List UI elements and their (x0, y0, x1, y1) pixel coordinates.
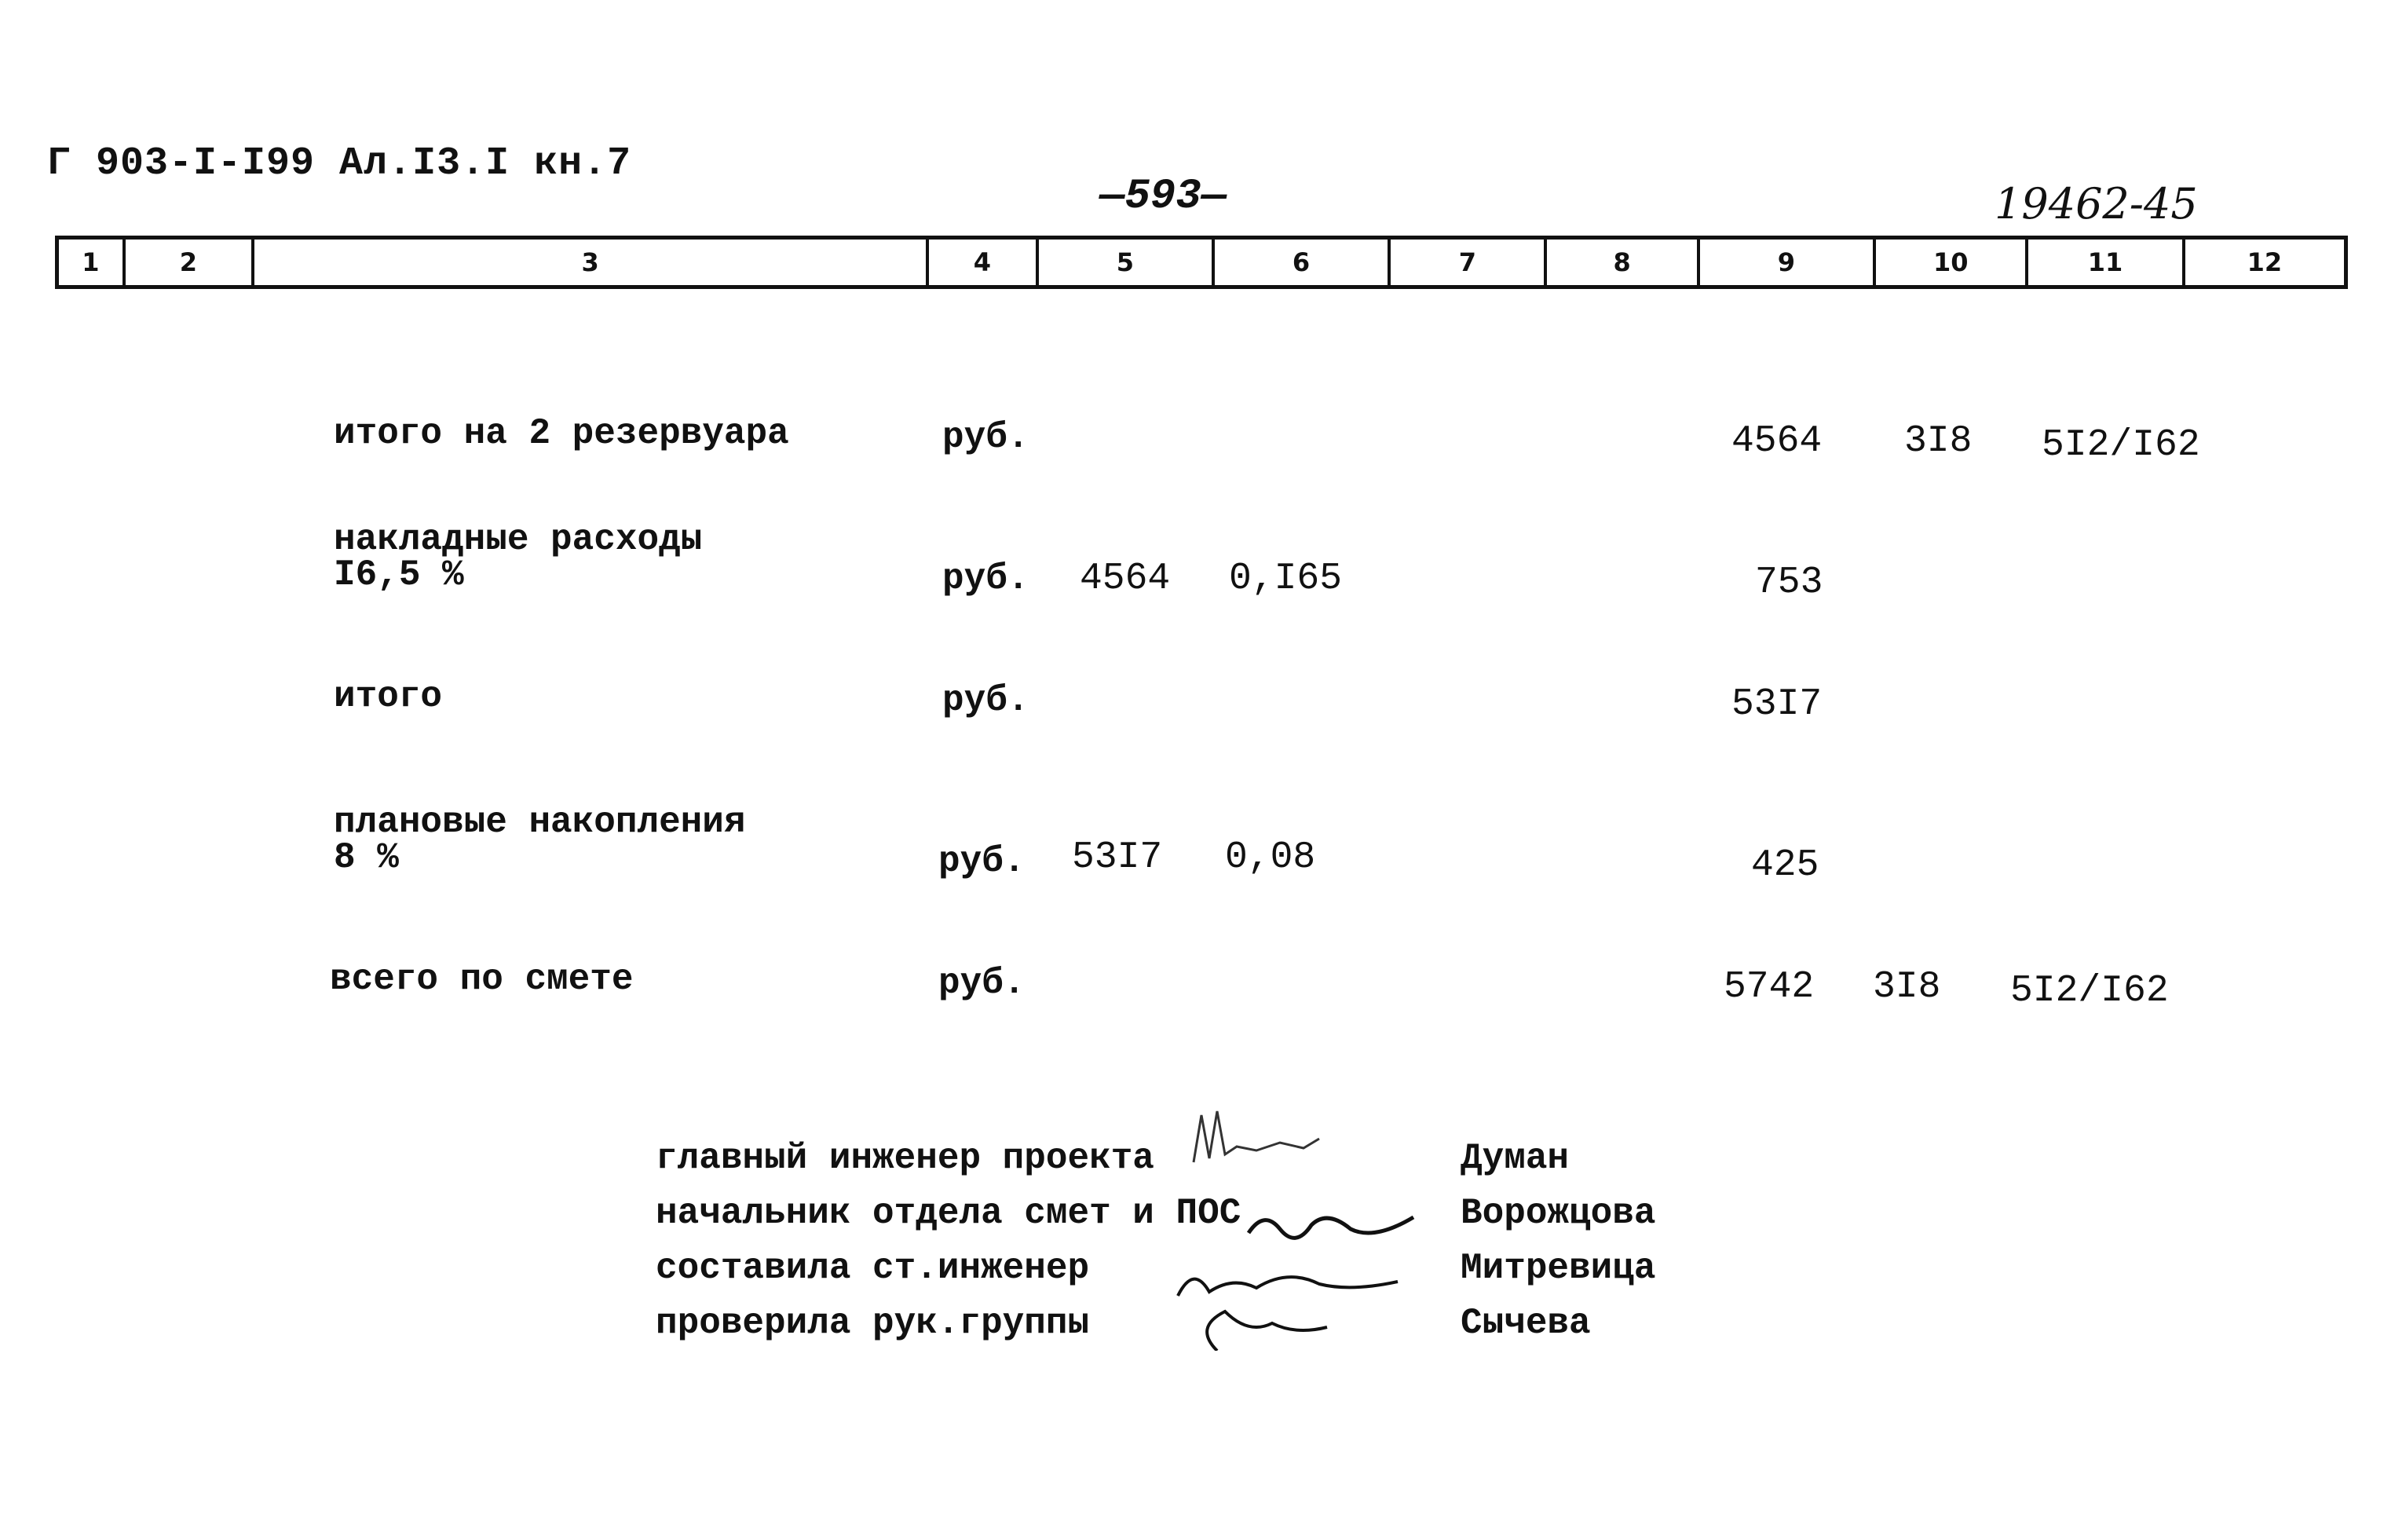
unit-cell: руб. (938, 963, 1026, 1004)
row-label: итого на 2 резервуара (334, 413, 789, 454)
name-duman: Думан (1461, 1138, 1570, 1179)
signature-scribbles (1162, 1099, 1492, 1351)
column-header: 4 (929, 240, 1039, 285)
cell-col6: 0,I65 (1229, 558, 1343, 600)
cell-col9: 753 (1755, 561, 1823, 604)
cell-col9: 4564 (1731, 420, 1823, 463)
page-number: —593— (1099, 173, 1227, 221)
row-label: накладные расходы (334, 519, 703, 560)
column-header: 3 (254, 240, 929, 285)
signatory-names (1461, 1131, 1655, 1351)
row-label: плановые накопления (334, 802, 746, 843)
cell-col9: 5742 (1724, 966, 1815, 1008)
role-department-head: начальник отдела смет и ПОС (656, 1193, 1241, 1234)
unit-cell: руб. (942, 680, 1029, 721)
column-header: 7 (1391, 240, 1547, 285)
cell-col9: 53I7 (1731, 683, 1823, 726)
cell-col10: 3I8 (1904, 420, 1973, 463)
cell-col5: 4564 (1080, 558, 1171, 600)
cell-col6: 0,08 (1225, 836, 1316, 879)
column-header: 8 (1547, 240, 1699, 285)
name-mitrevitsa: Митревица (1461, 1248, 1656, 1289)
column-header: 12 (2247, 247, 2283, 277)
role-checker: проверила рук.группы (656, 1303, 1090, 1344)
cell-col5: 53I7 (1072, 836, 1163, 879)
row-label-percent: I6,5 % (334, 554, 464, 595)
column-header: 11 (2028, 240, 2185, 285)
handwritten-number: 19462-45 (1995, 179, 2198, 229)
column-header: 1 (59, 240, 126, 285)
cell-col11: 5I2/I62 (2042, 424, 2200, 466)
cell-col9: 425 (1751, 844, 1819, 887)
unit-cell: руб. (942, 417, 1029, 458)
name-vorozhtsova: Ворожцова (1461, 1193, 1656, 1234)
column-header: 9 (1700, 240, 1876, 285)
row-label-percent: 8 % (334, 837, 399, 878)
column-header-row (55, 236, 2348, 289)
column-header: 6 (1215, 240, 1391, 285)
document-code: Г 903-I-I99 Ал.I3.I кн.7 (47, 141, 632, 186)
column-header: 5 (1039, 240, 1215, 285)
row-label: итого (334, 676, 443, 717)
unit-cell: руб. (942, 558, 1029, 599)
name-sycheva: Сычева (1461, 1303, 1591, 1344)
signature-roles (656, 1131, 1241, 1351)
role-compiler: составила ст.инженер (656, 1248, 1090, 1289)
column-header: 10 (1876, 240, 2028, 285)
role-chief-engineer: главный инженер проекта (656, 1138, 1154, 1179)
row-label: всего по смете (330, 959, 634, 1000)
column-header: 2 (126, 240, 254, 285)
unit-cell: руб. (938, 841, 1026, 882)
cell-col10: 3I8 (1873, 966, 1941, 1008)
cell-col11: 5I2/I62 (2010, 970, 2169, 1012)
